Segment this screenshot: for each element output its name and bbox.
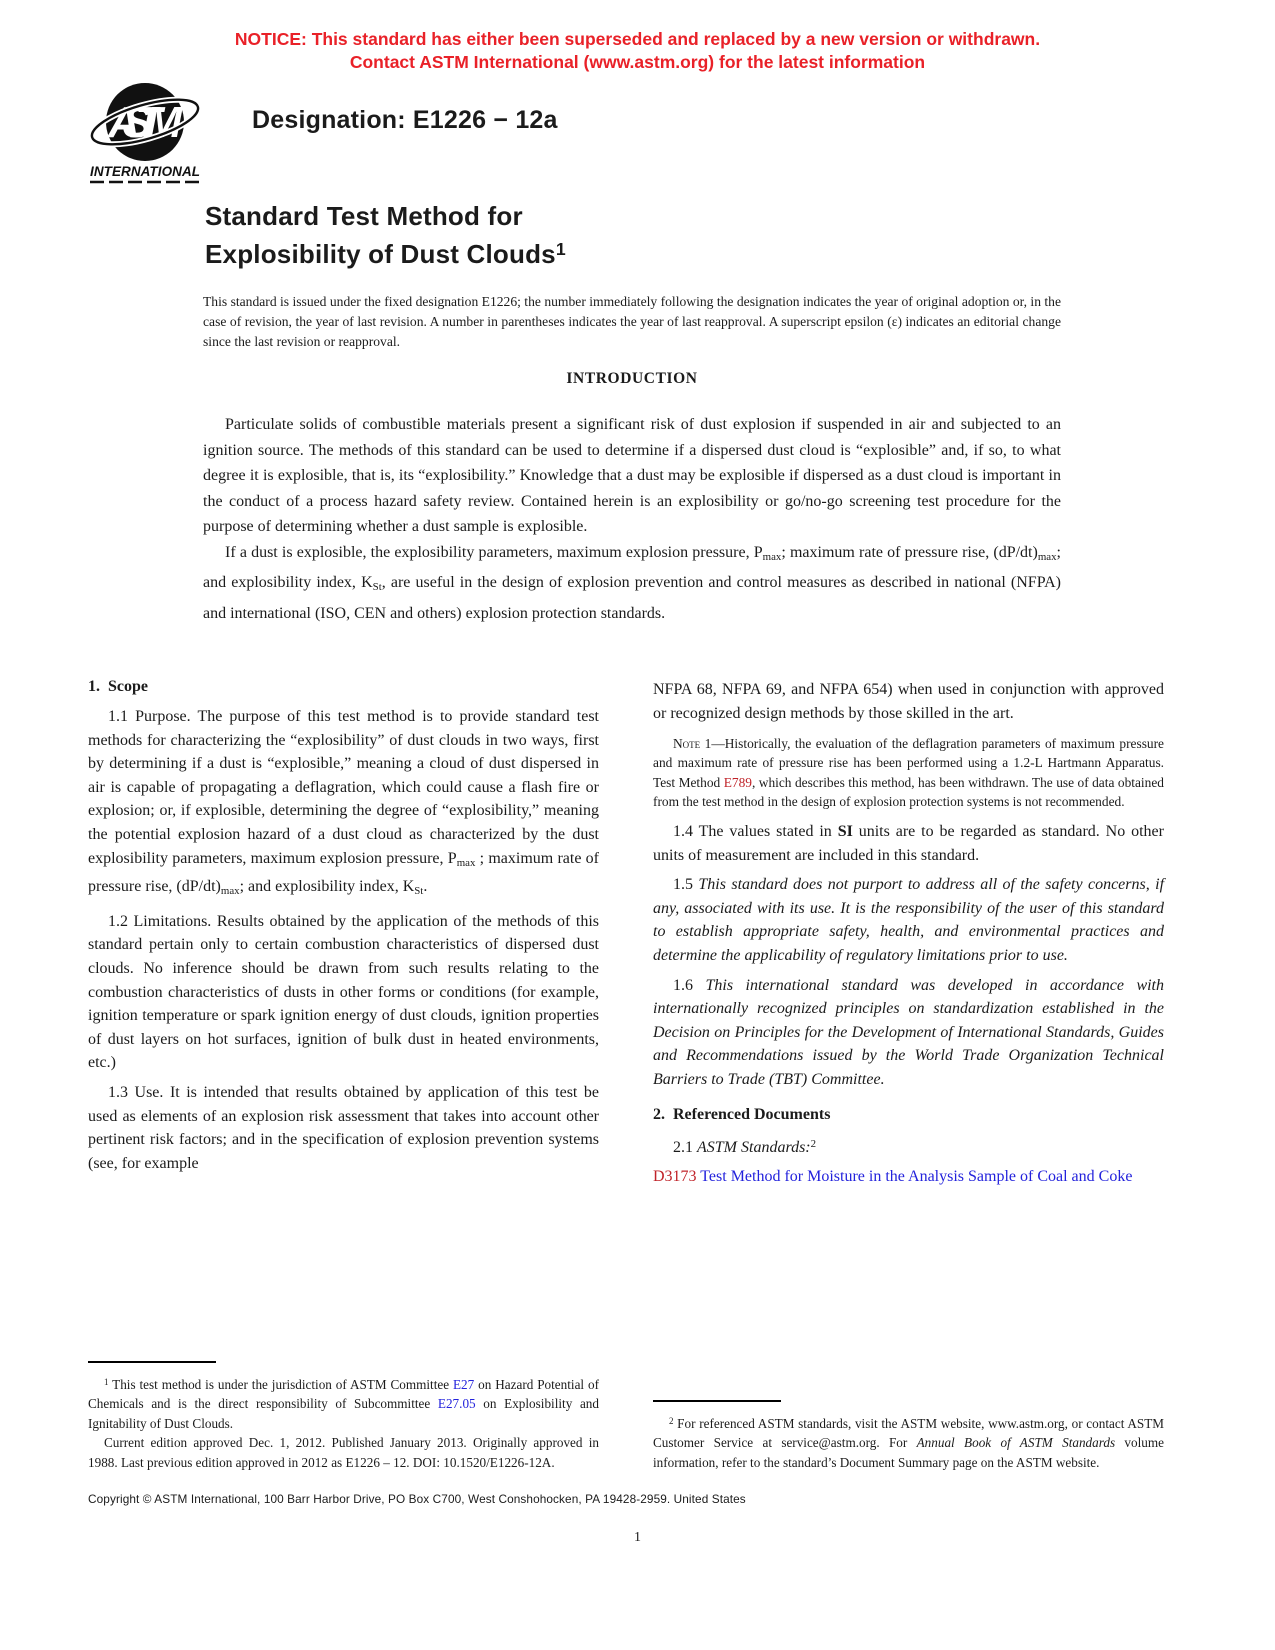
footnote-2-text	[653, 1412, 1164, 1472]
text-segment: 1—Historically, the evaluation of the deflagration parameters of maximum pressure and maximum rate of pressure rise has been performed using a 1.2-L Hartmann Apparatus. Test Method	[653, 736, 1164, 790]
left-column	[88, 678, 599, 1472]
text-segment: This standard does not purport to address all of the safety concerns, if any, associated with its use. It is the responsibility of the user of this standard to establish appropriate safety, health, and environmental practices and determine the applicability of regulatory limitations prior to use.	[653, 876, 1165, 964]
paragraph-1-5	[653, 873, 1164, 967]
notice-line-1: NOTICE: This standard has either been superseded and replaced by a new version or withdrawn.	[234, 29, 1041, 49]
notice-line-2: Contact ASTM International (www.astm.org) for the latest information	[349, 52, 926, 72]
paragraph-1-1	[88, 705, 599, 904]
text-segment: 2.1	[673, 1138, 697, 1156]
text-segment: Explosibility of Dust Clouds	[205, 238, 556, 269]
introduction-paragraph-2	[203, 540, 1061, 627]
text-segment: If a dust is explosible, the explosibility parameters, maximum explosion pressure, P	[225, 543, 763, 561]
text-segment: units are to be regarded as standard. No other units of measurement are included in this standard.	[653, 823, 1164, 864]
link-e789[interactable]: E789	[723, 774, 752, 790]
two-column-body	[88, 678, 1164, 1472]
copyright-line: Copyright © ASTM International, 100 Barr Harbor Drive, PO Box C700, West Conshohocken, PA 19428-2959. United States	[88, 1492, 746, 1506]
page-number: 1	[634, 1530, 641, 1545]
section-2-heading: 2. Referenced Documents	[653, 1105, 831, 1123]
link-d3173[interactable]: D3173	[653, 1168, 697, 1186]
introduction-section	[203, 370, 1061, 626]
text-segment: max	[762, 550, 782, 563]
footnote-rule	[88, 1361, 216, 1363]
text-segment: ; and explosibility index, K	[239, 878, 415, 896]
right-column	[653, 678, 1164, 1472]
text-segment: 1.6	[673, 976, 706, 994]
text-segment: ; maximum rate of pressure rise, (dP/dt)	[781, 543, 1038, 561]
text-segment: max	[1037, 550, 1057, 563]
text-segment: 1	[555, 239, 566, 259]
text-segment: .	[423, 878, 428, 896]
text-segment: , which describes this method, has been withdrawn. The use of data obtained from the test method in the design of explosion protection systems is not recommended.	[653, 774, 1164, 809]
introduction-paragraph-1: Particulate solids of combustible materials present a significant risk of dust explosion if suspended in air and subjected to an ignition source. The methods of this standard can be used to determine if a dispersed dust cloud is “explosible” and, if so, to what degree it is explosible, that is, its “explosibility.” Knowledge that a dust may be explosible if dispersed as a dust cloud is important in the conduct of a process hazard safety review. Contained herein is an explosibility or go/no-go screening test procedure for the purpose of determining whether a dust sample is explosible.	[203, 416, 1061, 535]
svg-text:ASTM: ASTM	[108, 98, 182, 147]
text-segment: 2	[669, 1415, 674, 1426]
text-segment: on Explosibility and Ignitability of Dust Clouds.	[88, 1396, 599, 1431]
text-segment: SI	[837, 823, 853, 840]
designation: Designation: E1226 − 12a	[252, 106, 558, 134]
paragraph-1-6	[653, 974, 1164, 1092]
text-segment: 2	[810, 1137, 817, 1150]
text-segment: ; and explosibility index, K	[203, 543, 1061, 592]
introduction-heading: INTRODUCTION	[566, 370, 698, 387]
logo-international-label: INTERNATIONAL	[90, 164, 200, 179]
link-e27[interactable]: E27	[453, 1376, 475, 1392]
paragraph-1-3-continuation: NFPA 68, NFPA 69, and NFPA 654) when used in conjunction with approved or recognized design methods by those skilled in the art.	[653, 681, 1164, 722]
link-d3173-title[interactable]: Test Method for Moisture in the Analysis Sample of Coal and Coke	[696, 1168, 1133, 1186]
paragraph-1-4	[653, 820, 1164, 867]
astm-logo-icon	[88, 78, 206, 190]
paragraph-1-3: 1.3 Use. It is intended that results obtained by application of this test be used as elements of an explosion risk assessment that takes into account other pertinent risk factors; and in the specification of explosion prevention systems (see, for example	[88, 1083, 599, 1172]
text-segment: 1	[104, 1376, 109, 1387]
text-segment: ASTM Standards:	[697, 1138, 811, 1156]
title-line-1: Standard Test Method for	[205, 201, 523, 231]
text-segment: St	[414, 885, 424, 898]
issuing-statement: This standard is issued under the fixed designation E1226; the number immediately following the designation indicates the year of original adoption or, in the case of revision, the year of last revision. A number in parentheses indicates the year of last reapproval. A superscript epsilon (ε) indicates an editorial change since the last revision or reapproval.	[203, 294, 1061, 349]
reference-d3173	[653, 1165, 1164, 1189]
text-segment: Annual Book of ASTM Standards	[916, 1435, 1116, 1451]
text-segment: This test method is under the jurisdiction of ASTM Committee	[108, 1376, 453, 1392]
text-segment: volume information, refer to the standard’s Document Summary page on the ASTM website.	[653, 1435, 1164, 1470]
text-segment: Note	[673, 736, 701, 752]
text-segment: 1.4 The values stated in	[673, 823, 838, 840]
paragraph-1-2: 1.2 Limitations. Results obtained by the application of the methods of this standard pertain only to certain combustion characteristics of dispersed dust clouds. No inference should be drawn from such results relating to the combustion characteristics of dusts in other forms or conditions (for example, ignition temperature or spark ignition energy of dust clouds, ignition properties of dust layers on hot surfaces, ignition of bulk dust in heated environments, etc.)	[88, 912, 599, 1072]
text-segment: ; maximum rate of pressure rise, (dP/dt)	[88, 849, 599, 896]
footnote-1	[88, 1361, 599, 1472]
footnote-1-edition-text: Current edition approved Dec. 1, 2012. Published January 2013. Originally approved in 1988. Last previous edition approved in 2012 as E1226 – 12. DOI: 10.1520/E1226-12A.	[88, 1435, 599, 1470]
text-segment: max	[220, 885, 240, 898]
footnote-1-text	[88, 1373, 599, 1433]
section-1-heading: 1. Scope	[88, 678, 148, 695]
footnote-rule	[653, 1400, 781, 1402]
text-segment: For referenced ASTM standards, visit the ASTM website, www.astm.org, or contact ASTM Customer Service at service@astm.org. For	[653, 1415, 1164, 1451]
text-segment: St	[372, 581, 382, 594]
text-segment: 1.1 Purpose. The purpose of this test method is to provide standard test methods for characterizing the “explosibility” of dust clouds in two ways, first by determining if a dust is “explosible,” meaning a cloud of dust dispersed in air is capable of propagating a deflagration, which could cause a flash fire or explosion; or, if explosible, determining the degree of “explosibility,” meaning the potential explosion hazard of a dust cloud as characterized by the dust explosibility parameters, maximum explosion pressure, P	[88, 708, 599, 867]
link-e27-05[interactable]: E27.05	[437, 1396, 476, 1412]
footnote-2	[653, 1400, 1164, 1472]
note-1	[653, 734, 1164, 811]
text-segment: This international standard was developed in accordance with internationally recognized principles on standardization established in the Decision on Principles for the Development of International Standards, Guides and Recommendations issued by the World Trade Organization Technical Barriers to Trade (TBT) Committee.	[653, 976, 1165, 1088]
withdrawal-notice	[0, 28, 1275, 74]
text-segment: , are useful in the design of explosion prevention and control measures as described in national (NFPA) and international (ISO, CEN and others) explosion protection standards.	[203, 574, 1062, 622]
text-segment: 1.5	[673, 876, 699, 894]
text-segment: max	[456, 856, 476, 869]
title-line-2	[205, 233, 566, 271]
paragraph-2-1	[653, 1133, 1164, 1159]
text-segment: on Hazard Potential of Chemicals and is the direct responsibility of Subcommittee	[88, 1376, 599, 1412]
document-title	[205, 200, 566, 271]
